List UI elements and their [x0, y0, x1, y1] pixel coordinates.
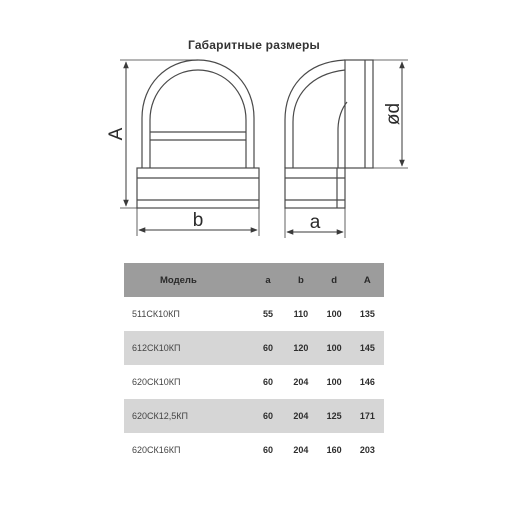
- dimension-a-label: a: [309, 212, 321, 233]
- dimensions-table: [124, 263, 384, 467]
- cell-b: 110: [293, 309, 309, 319]
- front-outer-arch: [142, 60, 254, 168]
- cell-A: 146: [359, 377, 375, 387]
- dimension-A-label: A: [106, 127, 127, 141]
- cell-model: 620СК12,5КП: [124, 399, 252, 433]
- side-view: [285, 60, 373, 208]
- cell-a: 60: [252, 399, 285, 433]
- cell-model: 511СК10КП: [132, 309, 180, 319]
- cell-a: 60: [252, 331, 285, 365]
- cell-d: 100: [318, 331, 351, 365]
- cell-b: 204: [293, 445, 309, 455]
- cell-A: 171: [351, 399, 384, 433]
- cell-b: 204: [284, 399, 317, 433]
- table-row: [124, 365, 384, 399]
- cell-a: 60: [262, 377, 273, 387]
- header-b: b: [284, 263, 317, 297]
- cell-b: 120: [284, 331, 317, 365]
- cell-A: 203: [359, 445, 375, 455]
- header-a: a: [252, 263, 285, 297]
- dimension-d-label: ød: [383, 102, 404, 126]
- table-row: [124, 297, 384, 331]
- cell-a: 55: [262, 309, 273, 319]
- header-d: d: [318, 263, 351, 297]
- cell-model: 620СК10КП: [132, 377, 181, 387]
- page-title: Габаритные размеры: [187, 38, 321, 52]
- table-row: [124, 399, 384, 433]
- table-row: [124, 433, 384, 467]
- side-base: [285, 168, 345, 208]
- front-inner-arch: [150, 70, 246, 168]
- cell-A: 135: [359, 309, 375, 319]
- cell-d: 100: [326, 309, 342, 319]
- cell-model: 612СК10КП: [124, 331, 252, 365]
- cell-model: 620СК16КП: [132, 445, 181, 455]
- table-row: [124, 331, 384, 365]
- header-A: A: [351, 263, 384, 297]
- cell-a: 60: [262, 445, 273, 455]
- cell-A: 145: [351, 331, 384, 365]
- cell-b: 204: [293, 377, 309, 387]
- header-model: Модель: [124, 263, 252, 297]
- dimension-b-label: b: [192, 210, 204, 231]
- front-base: [137, 168, 259, 208]
- cell-d: 100: [326, 377, 342, 387]
- dimension-A: [120, 60, 198, 208]
- cell-d: 125: [318, 399, 351, 433]
- cell-d: 160: [326, 445, 342, 455]
- table-header-row: [124, 263, 384, 297]
- front-view: [137, 60, 259, 208]
- side-pipe: [345, 60, 373, 168]
